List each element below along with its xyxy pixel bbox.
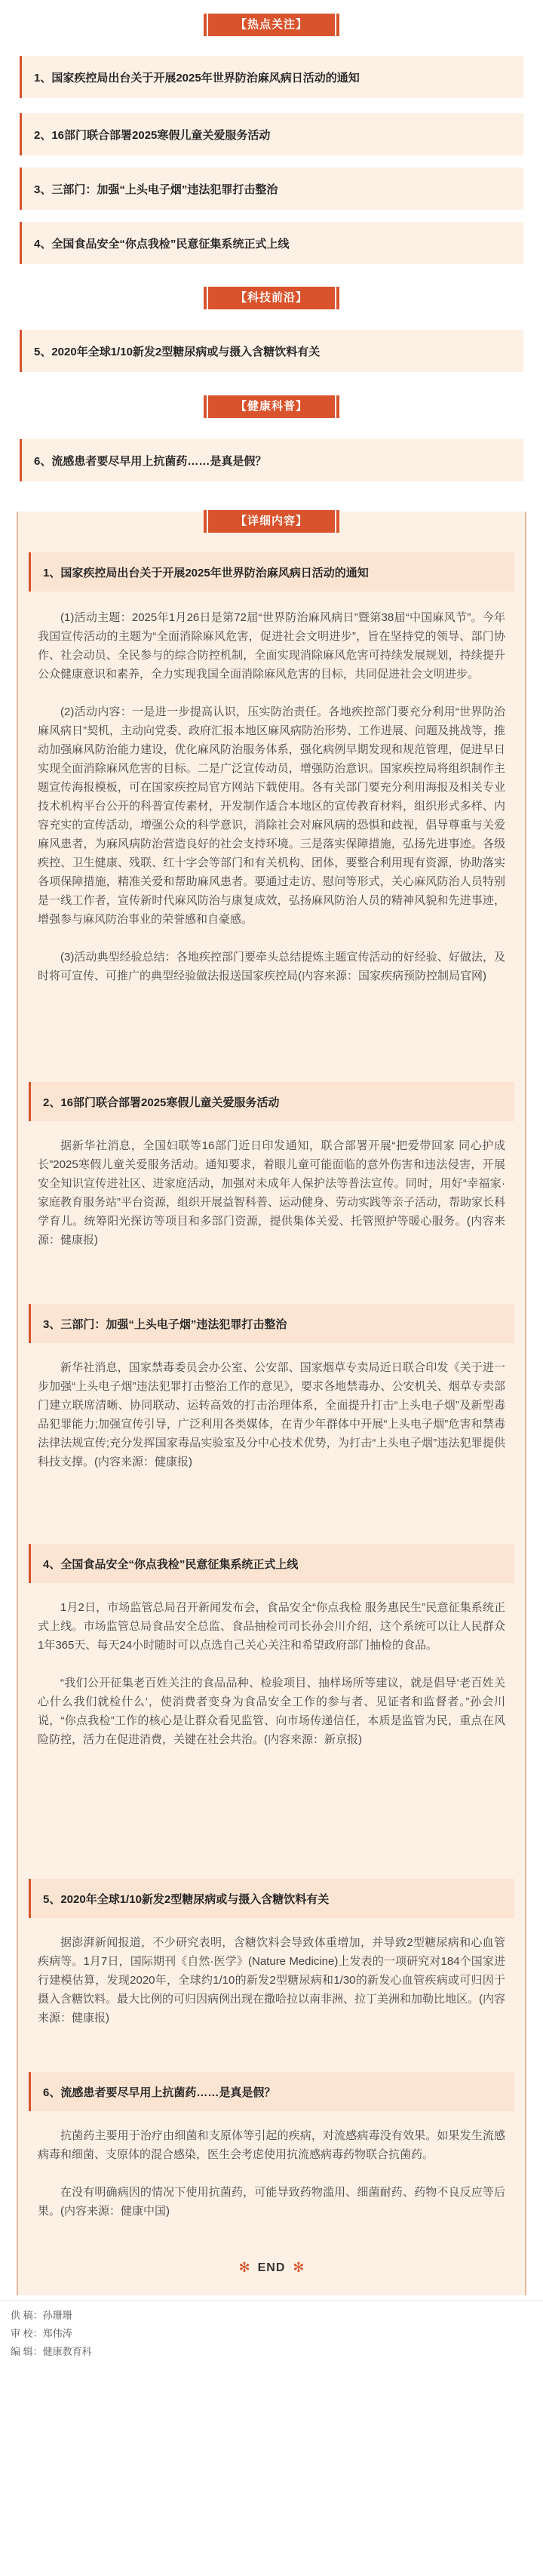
credit-row-reviewer xyxy=(11,2325,532,2343)
article-1-paragraph-3: (3)活动典型经验总结：各地疾控部门要牵头总结提炼主题宣传活动的好经验、好做法，及时将可宣传、可推广的典型经验做法报送国家疾控局(内容来源：国家疾病预防控制局官网) xyxy=(38,951,505,982)
article-6-paragraph-2: 在没有明确病因的情况下使用抗菌药，可能导致药物滥用、细菌耐药、药物不良反应等后果。(内容来源：健康中国) xyxy=(38,2186,505,2218)
section-tag-health: 【健康科普】 xyxy=(207,395,336,418)
credit-value: 孙珊珊 xyxy=(42,2310,72,2321)
article-2-body xyxy=(38,1136,505,1250)
section-tag-health-wrap xyxy=(0,395,543,418)
credit-row-editor xyxy=(11,2343,532,2361)
summary-item-3[interactable]: 3、三部门：加强“上头电子烟”违法犯罪打击整治 xyxy=(20,168,523,210)
article-3-body xyxy=(38,1358,505,1471)
article-2-title: 2、16部门联合部署2025寒假儿童关爱服务活动 xyxy=(29,1082,514,1121)
section-tag-tech: 【科技前沿】 xyxy=(207,287,336,309)
article-6-body xyxy=(38,2126,505,2221)
credit-label: 供 稿： xyxy=(11,2310,43,2321)
detail-panel xyxy=(17,512,526,2295)
section-tag-hot-wrap xyxy=(0,14,543,36)
credit-value: 健康教育科 xyxy=(42,2346,92,2357)
article-4-title: 4、全国食品安全“你点我检”民意征集系统正式上线 xyxy=(29,1544,514,1583)
article-1-paragraph-1: (1)活动主题：2025年1月26日是第72届“世界防治麻风病日”暨第38届“中国麻风节”。今年我国宣传活动的主题为“全面消除麻风危害，促进社会文明进步”，旨在坚持党的领导、部门协作、社会动员、全民参与的综合防控机制，全面实现消除麻风危害可持续发展规划，持续提升公众健康意识和素养，全力实现我国全面消除麻风危害的目标，共同促进社会文明进步。 xyxy=(38,611,505,681)
credits xyxy=(11,2307,532,2361)
summary-item-5[interactable]: 5、2020年全球1/10新发2型糖尿病或与摄入含糖饮料有关 xyxy=(20,330,523,372)
article-4-body xyxy=(38,1598,505,1749)
summary-item-1[interactable]: 1、国家疾控局出台关于开展2025年世界防治麻风病日活动的通知 xyxy=(20,56,523,98)
section-tag-detail: 【详细内容】 xyxy=(207,510,336,533)
article-1-body xyxy=(38,608,505,985)
article-5-body xyxy=(38,1933,505,2027)
section-tag-hot: 【热点关注】 xyxy=(207,14,336,36)
article-4-paragraph-1: 1月2日，市场监管总局召开新闻发布会，食品安全“你点我检 服务惠民生”民意征集系统正式上线。市场监管总局食品安全总监、食品抽检司司长孙会川介绍，这个系统可以让人民群众1年365天、每天24小时随时可以点选自己关心关注和希望政府部门抽检的食品。 xyxy=(38,1601,505,1652)
spark-left-icon: ✻ xyxy=(238,2260,250,2275)
article-6-title: 6、流感患者要尽早用上抗菌药……是真是假？ xyxy=(29,2072,514,2111)
article-1-paragraph-2: (2)活动内容：一是进一步提高认识，压实防治责任。各地疾控部门要充分利用“世界防治麻风病日”契机，主动向党委、政府汇报本地区麻风病防治形势、工作进展、问题及挑战等，推动加强麻风防治能力建设，优化麻风防治服务体系，强化病例早期发现和规范管理，促进早日实现全面消除麻风危害的目标。二是广泛宣传动员，增强防治意识。国家疾控局将组织制作主题宣传海报模板，可在国家疾控局官方网站下载使用。各有关部门要充分利用海报及相关专业技术机构平台公开的科普宣传素材，开发制作适合本地区的宣传教育材料，组织形式多样、内容充实的宣传活动，增强公众的科学意识，消除社会对麻风病的恐惧和歧视，倡导尊重与关爱麻风患者，为麻风病防治营造良好的社会支持环境。三是落实保障措施，弘扬先进事迹。各级疾控、卫生健康、残联、红十字会等部门和有关机构、团体，要整合利用现有资源，协助落实各项保障措施，精准关爱和帮助麻风患者。要通过走访、慰问等形式，关心麻风防治人员特别是一线工作者，宣传新时代麻风防治与康复成效，弘扬麻风防治人员的精神风貌和先进事迹，增强参与麻风防治事业的荣誉感和自豪感。 xyxy=(38,705,505,926)
article-5-title: 5、2020年全球1/10新发2型糖尿病或与摄入含糖饮料有关 xyxy=(29,1879,514,1918)
end-marker xyxy=(0,2260,543,2276)
end-label: END xyxy=(257,2261,286,2274)
summary-item-2[interactable]: 2、16部门联合部署2025寒假儿童关爱服务活动 xyxy=(20,113,523,155)
credit-row-author xyxy=(11,2307,532,2325)
article-3-title: 3、三部门：加强“上头电子烟”违法犯罪打击整治 xyxy=(29,1304,514,1343)
spark-right-icon: ✻ xyxy=(293,2260,305,2275)
summary-item-4[interactable]: 4、全国食品安全“你点我检”民意征集系统正式上线 xyxy=(20,222,523,264)
section-tag-tech-wrap xyxy=(0,287,543,309)
article-6-paragraph-1: 抗菌药主要用于治疗由细菌和支原体等引起的疾病，对流感病毒没有效果。如果发生流感病毒和细菌、支原体的混合感染，医生会考虑使用抗流感病毒药物联合抗菌药。 xyxy=(38,2129,505,2161)
article-4-paragraph-2: “我们公开征集老百姓关注的食品品种、检验项目、抽样场所等建议，就是倡导‘老百姓关心什么我们就检什么’，使消费者变身为食品安全工作的参与者、见证者和监督者。”孙会川说，“你点我检”工作的核心是让群众看见监管、向市场传递信任，本质是监管为民，重点在风险防控，活力在促进消费，关键在社会共治。(内容来源：新京报) xyxy=(38,1677,505,1746)
credits-divider xyxy=(0,2300,543,2301)
section-tag-detail-wrap xyxy=(0,510,543,533)
article-3-paragraph-1: 新华社消息，国家禁毒委员会办公室、公安部、国家烟草专卖局近日联合印发《关于进一步加强“上头电子烟”违法犯罪打击整治工作的意见》，要求各地禁毒办、公安机关、烟草专卖部门建立联席清晰、协同联动、运转高效的打击治理体系，全面提升打击“上头电子烟”及新型毒品犯罪能力;加强宣传引导，广泛利用各类媒体，在青少年群体中开展“上头电子烟”危害和禁毒法律法规宣传;充分发挥国家毒品实验室及分中心技术优势，为打击“上头电子烟”违法犯罪提供科技支撑。(内容来源：健康报) xyxy=(38,1361,505,1468)
article-1-title: 1、国家疾控局出台关于开展2025年世界防治麻风病日活动的通知 xyxy=(29,552,514,592)
article-2-paragraph-1: 据新华社消息，全国妇联等16部门近日印发通知，联合部署开展“把爱带回家 同心护成长”2025寒假儿童关爱服务活动。通知要求，着眼儿童可能面临的意外伤害和违法侵害，开展安全知识宣传进社区、进家庭活动，加强对未成年人保护法等普法宣传。同时，用好“幸福家·家庭教育服务站”平台资源，组织开展益智科普、运动健身、劳动实践等亲子活动，帮助家长科学育儿。统筹阳光探访等项目和多部门资源，提供集体关爱、托管照护等暖心服务。(内容来源：健康报) xyxy=(38,1139,505,1247)
article-5-paragraph-1: 据澎湃新闻报道，不少研究表明，含糖饮料会导致体重增加，并导致2型糖尿病和心血管疾病等。1月7日，国际期刊《自然·医学》(Nature Medicine)上发表的一项研究对184个国家进行建模估算，发现2020年，全球约1/10的新发2型糖尿病和1/30的新发心血管疾病或可归因于摄入含糖饮料。最大比例的可归因病例出现在撒哈拉以南非洲、拉丁美洲和加勒比地区。(内容来源：健康报) xyxy=(38,1936,505,2024)
summary-item-6[interactable]: 6、流感患者要尽早用上抗菌药……是真是假？ xyxy=(20,439,523,481)
credit-value: 郑伟涛 xyxy=(42,2328,72,2339)
credit-label: 审 校： xyxy=(11,2328,43,2339)
credit-label: 编 辑： xyxy=(11,2346,43,2357)
